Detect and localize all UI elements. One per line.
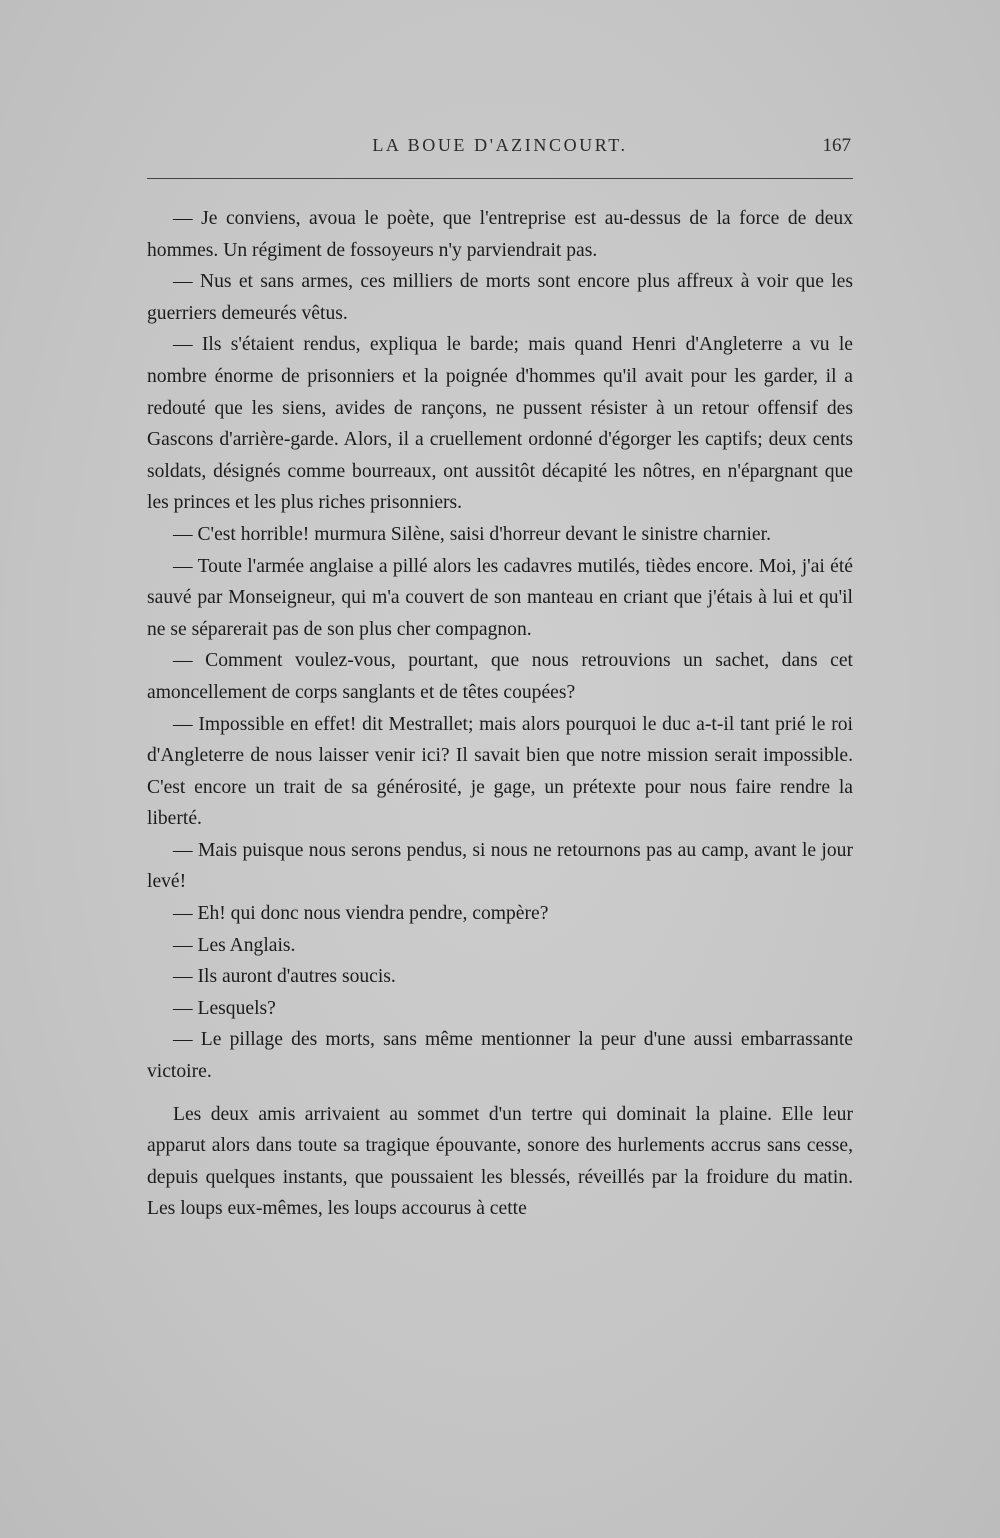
- paragraph: — Le pillage des morts, sans même mentionner la peur d'une aussi embarrassante victoire.: [147, 1029, 853, 1083]
- header-rule: [147, 178, 853, 179]
- paragraph: — Lesquels?: [173, 997, 276, 1019]
- paragraph: — Ils s'étaient rendus, expliqua le barde; mais quand Henri d'Angleterre a vu le nombre énorme de prisonniers et la poignée d'hommes qu'il avait pour les garder, il a redouté que les siens, avides de rançons, ne pussent résister à un retour offensif des Gascons d'arrière-garde. Alors, il a cruellement ordonné d'égorger les captifs; deux cents soldats, désignés comme bourreaux, ont aussitôt décapité les nôtres, en n'épargnant que les princes et les plus riches prisonniers.: [147, 334, 853, 514]
- paragraph: — Toute l'armée anglaise a pillé alors les cadavres mutilés, tièdes encore. Moi, j'ai été sauvé par Monseigneur, qui m'a couvert de son manteau en criant que j'étais à lui et qu'il ne se séparerait pas de son plus cher compagnon.: [147, 555, 853, 640]
- paragraph: — Mais puisque nous serons pendus, si nous ne retournons pas au camp, avant le jour levé!: [147, 839, 853, 893]
- paragraph: — Ils auront d'autres soucis.: [173, 966, 396, 988]
- paragraph: — Comment voulez-vous, pourtant, que nous retrouvions un sachet, dans cet amoncellement de corps sanglants et de têtes coupées?: [147, 650, 853, 703]
- paragraph: — Nus et sans armes, ces milliers de morts sont encore plus affreux à voir que les guerriers demeurés vêtus.: [147, 271, 853, 324]
- running-title: LA BOUE D'AZINCOURT.: [372, 135, 628, 155]
- paragraph: — Eh! qui donc nous viendra pendre, compère?: [173, 903, 549, 925]
- body-text: [147, 203, 853, 1225]
- paragraph: — Les Anglais.: [173, 934, 296, 956]
- paragraph: Les deux amis arrivaient au sommet d'un tertre qui dominait la plaine. Elle leur apparut alors dans toute sa tragique épouvante, sonore des hurlements accrus sans cesse, depuis quelques instants, que poussaient les blessés, réveillés par la froidure du matin. Les loups eux-mêmes, les loups accourus à cette: [147, 1103, 853, 1220]
- running-head: [147, 131, 853, 161]
- paragraph: — C'est horrible! murmura Silène, saisi d'horreur devant le sinistre charnier.: [173, 523, 771, 545]
- page-number: 167: [822, 135, 851, 156]
- paragraph: — Impossible en effet! dit Mestrallet; mais alors pourquoi le duc a-t-il tant prié le roi d'Angleterre de nous laisser venir ici? Il savait bien que notre mission serait impossible. C'est encore un trait de sa générosité, je gage, un prétexte pour nous faire rendre la liberté.: [147, 713, 853, 830]
- paragraph: — Je conviens, avoua le poète, que l'entreprise est au-dessus de la force de deux hommes. Un régiment de fossoyeurs n'y parviendrait pas.: [147, 208, 853, 261]
